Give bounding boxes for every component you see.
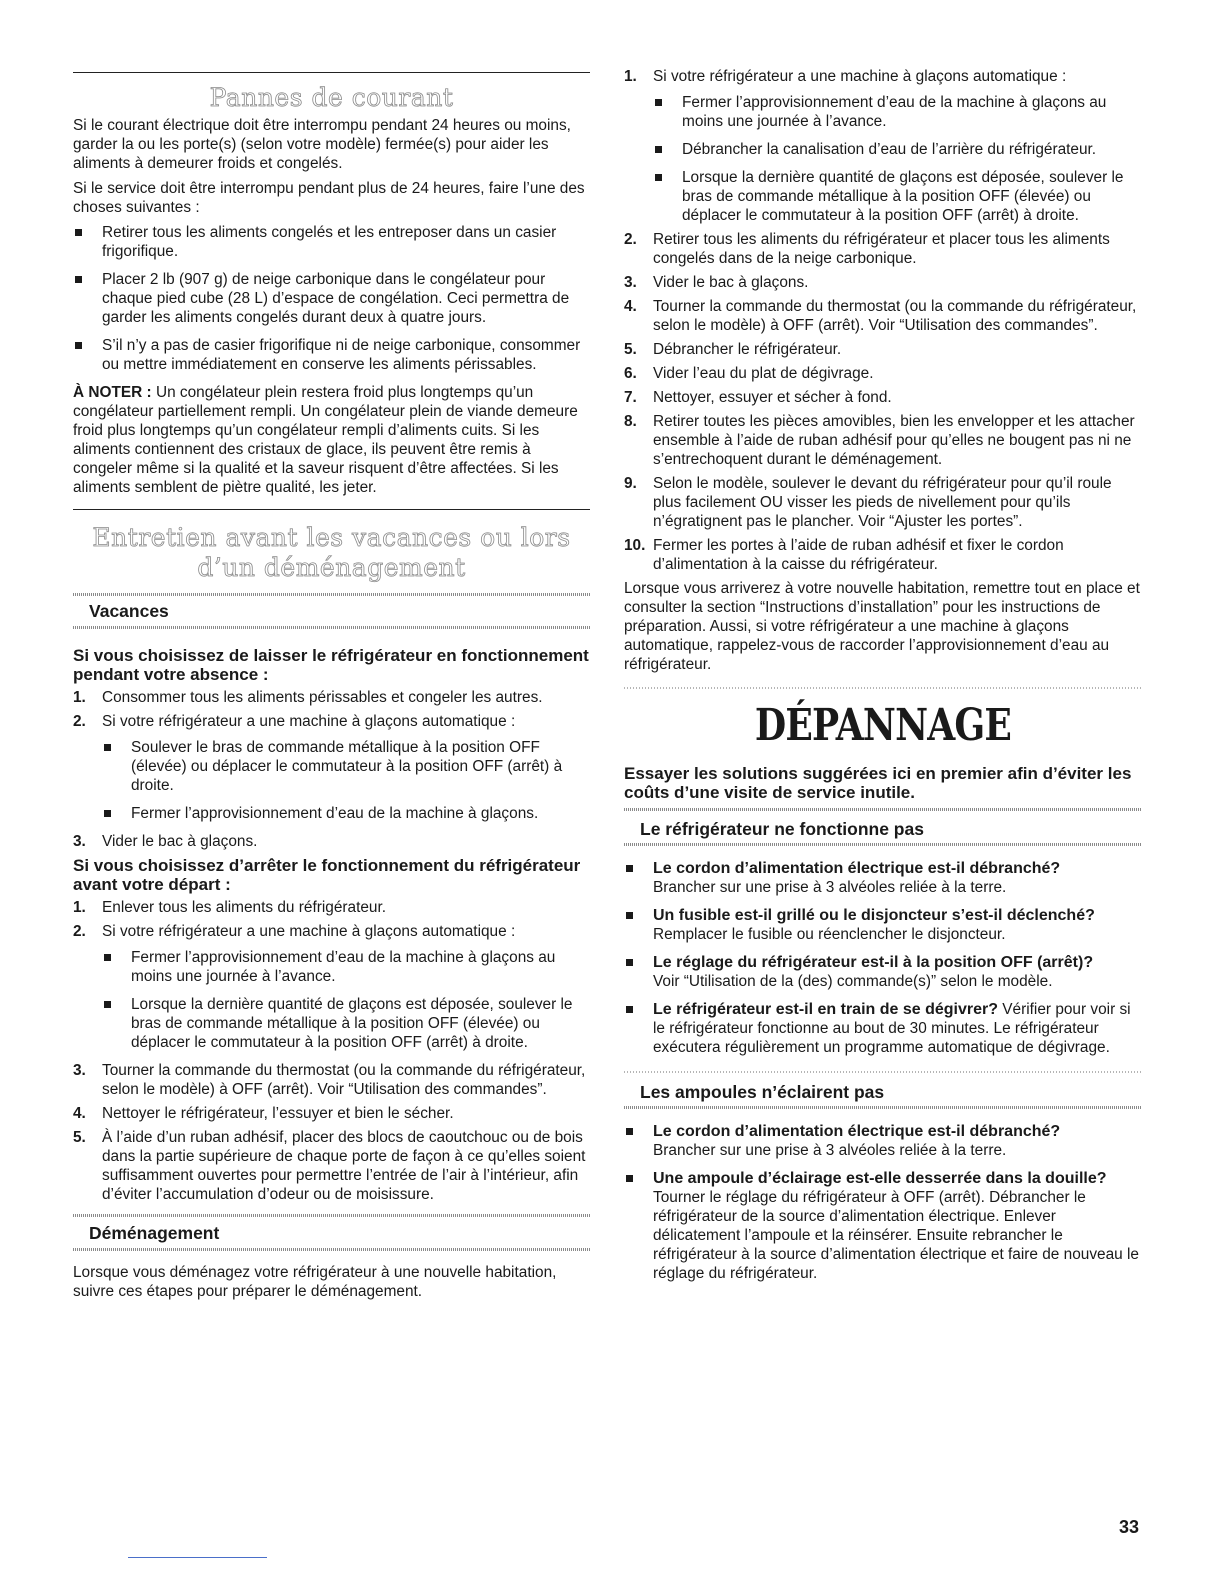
list-item xyxy=(73,1061,590,1099)
paragraph: Si le courant électrique doit être interrompu pendant 24 heures ou moins, garder la ou les porte(s) (selon votre modèle) fermée(s) pour aider les aliments à demeurer froids et congelés. xyxy=(73,117,571,172)
left-column xyxy=(73,0,590,1301)
question: Le cordon d’alimentation électrique est-il débranché? xyxy=(653,1123,1061,1140)
not-working-list xyxy=(624,859,1142,1057)
hatch-divider xyxy=(624,808,1142,811)
step-number: 3. xyxy=(624,274,637,291)
list-item xyxy=(624,906,1142,944)
step-text: Fermer les portes à l’aide de ruban adhésif et fixer le cordon d’alimentation à la caisse du réfrigérateur. xyxy=(653,537,1064,573)
list-item: Fermer l’approvisionnement d’eau de la machine à glaçons. xyxy=(102,804,590,823)
step-number: 8. xyxy=(624,413,637,430)
list-item: Lorsque la dernière quantité de glaçons est déposée, soulever le bras de commande métallique à la position OFF (élevée) ou déplacer le commutateur à la position OFF (arrêt) à droite. xyxy=(102,995,590,1052)
section-rule xyxy=(73,72,590,73)
step-text: Débrancher le réfrigérateur. xyxy=(653,341,842,358)
step-number: 4. xyxy=(73,1105,86,1122)
step-number: 10. xyxy=(624,537,646,554)
step-number: 2. xyxy=(73,923,86,940)
list-item xyxy=(73,898,590,917)
list-item: Lorsque la dernière quantité de glaçons est déposée, soulever le bras de commande métallique à la position OFF (élevée) ou déplacer le commutateur à la position OFF (arrêt) à droite. xyxy=(653,168,1142,225)
list-item: Soulever le bras de commande métallique à la position OFF (élevée) ou déplacer le commutateur à la position OFF (arrêt) à droite. xyxy=(102,738,590,795)
answer: Brancher sur une prise à 3 alvéoles reliée à la terre. xyxy=(653,1142,1007,1159)
list-item xyxy=(624,859,1142,897)
list-item xyxy=(624,536,1142,574)
list-item: Débrancher la canalisation d’eau de l’arrière du réfrigérateur. xyxy=(653,140,1142,159)
step-text: Nettoyer, essuyer et sécher à fond. xyxy=(653,389,892,406)
lights-list xyxy=(624,1122,1142,1283)
step-text: Tourner la commande du thermostat (ou la commande du réfrigérateur, selon le modèle) à OFF (arrêt). Voir “Utilisation des commandes”. xyxy=(653,298,1137,334)
list-item xyxy=(624,364,1142,383)
list-item xyxy=(624,67,1142,225)
list-item xyxy=(624,1169,1142,1283)
list-item xyxy=(624,953,1142,991)
list-item xyxy=(624,1122,1142,1160)
step-number: 5. xyxy=(73,1129,86,1146)
troubleshooting-lead: Essayer les solutions suggérées ici en premier afin d’éviter les coûts d’une visite de service inutile. xyxy=(624,764,1132,802)
list-item xyxy=(73,832,590,851)
step-number: 4. xyxy=(624,298,637,315)
step-text: Si votre réfrigérateur a une machine à glaçons automatique : xyxy=(102,713,516,730)
step-text: À l’aide d’un ruban adhésif, placer des blocs de caoutchouc ou de bois dans la partie supérieure de chaque porte de façon à ce qu’elles soient suffisamment ouvertes pour permettre l’entrée de l’air à l’intérieur, afin d’éviter l’accumulation d’odeur ou de moisissure. xyxy=(102,1129,586,1203)
sub-list xyxy=(653,93,1142,225)
hatch-divider xyxy=(624,1106,1142,1109)
list-item xyxy=(624,273,1142,292)
list-item xyxy=(624,230,1142,268)
hatch-divider xyxy=(624,843,1142,846)
list-item xyxy=(624,1000,1142,1057)
answer: Voir “Utilisation de la (des) commande(s)” selon le modèle. xyxy=(653,973,1053,990)
step-text: Vider l’eau du plat de dégivrage. xyxy=(653,365,874,382)
list-item xyxy=(73,688,590,707)
list-item xyxy=(624,297,1142,335)
list-item xyxy=(73,712,590,823)
answer: Tourner le réglage du réfrigérateur à OFF (arrêt). Débrancher le réfrigérateur de la source d’alimentation électrique. Enlever délicatement l’ampoule et la réinsérer. Ensuite rebrancher le réfrigérateur à la source d’alimentation électrique et faire de nouveau le réglage du réfrigérateur. xyxy=(653,1189,1139,1282)
sub-list xyxy=(102,948,590,1052)
moving-steps xyxy=(624,67,1142,574)
note-paragraph xyxy=(73,383,590,497)
list-item xyxy=(73,1128,590,1204)
question: Une ampoule d’éclairage est-elle desserrée dans la douille? xyxy=(653,1170,1107,1187)
list-item xyxy=(624,388,1142,407)
list-item xyxy=(73,922,590,1052)
step-text: Nettoyer le réfrigérateur, l’essuyer et bien le sécher. xyxy=(102,1105,454,1122)
step-text: Retirer tous les aliments du réfrigérateur et placer tous les aliments congelés dans de la neige carbonique. xyxy=(653,231,1110,267)
step-number: 6. xyxy=(624,365,637,382)
step-text: Vider le bac à glaçons. xyxy=(102,833,258,850)
step-number: 3. xyxy=(73,1062,86,1079)
footer-line xyxy=(128,1557,267,1558)
list-item: Placer 2 lb (907 g) de neige carbonique dans le congélateur pour chaque pied cube (28 L) d’espace de congélation. Ceci permettra de garder les aliments congelés durant deux à quatre jours. xyxy=(73,270,590,327)
hatch-divider xyxy=(73,593,590,596)
note-label: À NOTER : xyxy=(73,384,152,401)
note-text: Un congélateur plein restera froid plus longtemps qu’un congélateur partiellement rempli. Un congélateur plein de viande demeure froid plus longtemps qu’un congélateur rempli d’aliments cuits. Si les aliments contiennent des cristaux de glace, ils peuvent être remis à congeler même si la qualité et la saveur risquent d’être affectées. Si les aliments semblent de piètre qualité, les jeter. xyxy=(73,384,578,496)
step-number: 2. xyxy=(73,713,86,730)
hatch-divider xyxy=(73,1214,590,1217)
step-text: Tourner la commande du thermostat (ou la commande du réfrigérateur, selon le modèle) à OFF (arrêt). Voir “Utilisation des commandes”. xyxy=(102,1062,586,1098)
answer: Remplacer le fusible ou réenclencher le disjoncteur. xyxy=(653,926,1006,943)
step-number: 7. xyxy=(624,389,637,406)
step-number: 1. xyxy=(73,899,86,916)
step-text: Enlever tous les aliments du réfrigérateur. xyxy=(102,899,387,916)
answer: Brancher sur une prise à 3 alvéoles reliée à la terre. xyxy=(653,879,1007,896)
step-number: 3. xyxy=(73,833,86,850)
moving-intro: Lorsque vous déménagez votre réfrigérateur à une nouvelle habitation, suivre ces étapes pour préparer le déménagement. xyxy=(73,1264,557,1300)
paragraph: Si le service doit être interrompu pendant plus de 24 heures, faire l’une des choses suivantes : xyxy=(73,180,585,216)
step-text: Vider le bac à glaçons. xyxy=(653,274,809,291)
lights-heading: Les ampoules n’éclairent pas xyxy=(640,1082,885,1102)
care-title-line1: Entretien avant les vacances ou lors xyxy=(92,523,571,552)
right-column xyxy=(624,0,1142,1292)
leave-on-heading: Si vous choisissez de laisser le réfrigérateur en fonctionnement pendant votre absence : xyxy=(73,646,589,684)
list-item: Retirer tous les aliments congelés et les entreposer dans un casier frigorifique. xyxy=(73,223,590,261)
page-number: 33 xyxy=(1119,1517,1140,1537)
power-outage-title: Pannes de courant xyxy=(209,83,454,112)
step-text: Selon le modèle, soulever le devant du réfrigérateur pour qu’il roule plus facilement OU visser les pieds de nivellement pour qu’ils n’égratignent pas le plancher. Voir “Ajuster les portes”. xyxy=(653,475,1112,530)
care-title-line2: d’un déménagement xyxy=(197,553,466,582)
answer: Vérifier pour voir si le réfrigérateur fonctionne au bout de 30 minutes. Le réfrigérateur exécutera régulièrement un programme automatique de dégivrage. xyxy=(653,1001,1131,1056)
question: Un fusible est-il grillé ou le disjoncteur s’est-il déclenché? xyxy=(653,907,1095,924)
step-number: 9. xyxy=(624,475,637,492)
turn-off-steps xyxy=(73,898,590,1204)
step-text: Retirer toutes les pièces amovibles, bien les envelopper et les attacher ensemble à l’aide de ruban adhésif pour qu’elles ne bougent pas ni ne s’entrechoquent durant le déménagement. xyxy=(653,413,1135,468)
question: Le cordon d’alimentation électrique est-il débranché? xyxy=(653,860,1061,877)
list-item xyxy=(624,412,1142,469)
step-number: 2. xyxy=(624,231,637,248)
step-number: 5. xyxy=(624,341,637,358)
section-rule xyxy=(73,509,590,510)
power-outage-list xyxy=(73,223,590,374)
list-item: S’il n’y a pas de casier frigorifique ni de neige carbonique, consommer ou mettre immédiatement en conserve les aliments périssables. xyxy=(73,336,590,374)
hatch-divider xyxy=(73,626,590,629)
hatch-divider xyxy=(624,687,1142,689)
moving-outro: Lorsque vous arriverez à votre nouvelle habitation, remettre tout en place et consulter la section “Instructions d’installation” pour les instructions de préparation. Aussi, si votre réfrigérateur a une machine à glaçons automatique, rappelez-vous de raccorder l’approvisionnement d’eau au réfrigérateur. xyxy=(624,580,1140,673)
list-item xyxy=(73,1104,590,1123)
list-item: Fermer l’approvisionnement d’eau de la machine à glaçons au moins une journée à l’avance. xyxy=(102,948,590,986)
hatch-divider xyxy=(624,1071,1142,1073)
moving-heading: Déménagement xyxy=(89,1223,220,1243)
leave-on-steps xyxy=(73,688,590,851)
step-text: Consommer tous les aliments périssables et congeler les autres. xyxy=(102,689,543,706)
list-item xyxy=(624,340,1142,359)
not-working-heading: Le réfrigérateur ne fonctionne pas xyxy=(640,819,924,839)
turn-off-heading: Si vous choisissez d’arrêter le fonctionnement du réfrigérateur avant votre départ : xyxy=(73,856,581,894)
step-text: Si votre réfrigérateur a une machine à glaçons automatique : xyxy=(653,68,1067,85)
sub-list xyxy=(102,738,590,823)
question: Le réfrigérateur est-il en train de se dégivrer? xyxy=(653,1001,999,1018)
step-number: 1. xyxy=(624,68,637,85)
hatch-divider xyxy=(73,1248,590,1251)
question: Le réglage du réfrigérateur est-il à la position OFF (arrêt)? xyxy=(653,954,1094,971)
list-item: Fermer l’approvisionnement d’eau de la machine à glaçons au moins une journée à l’avance. xyxy=(653,93,1142,131)
step-text: Si votre réfrigérateur a une machine à glaçons automatique : xyxy=(102,923,516,940)
vacation-heading: Vacances xyxy=(89,601,169,621)
list-item xyxy=(624,474,1142,531)
step-number: 1. xyxy=(73,689,86,706)
troubleshooting-title: DÉPANNAGE xyxy=(754,700,1012,751)
